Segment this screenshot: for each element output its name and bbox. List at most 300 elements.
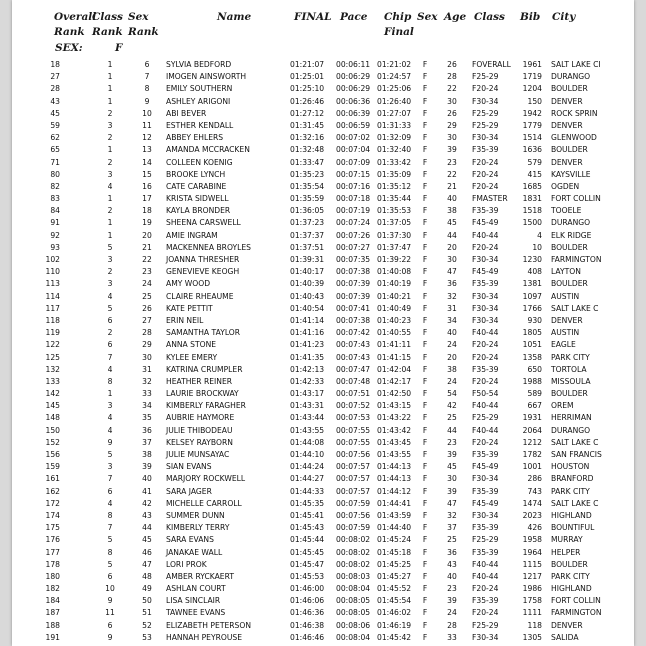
cell-sex: F — [422, 255, 428, 264]
cell-final-time: 01:26:46 — [290, 96, 325, 106]
cell-overall-rank: 118 — [45, 315, 60, 325]
cell-age: 39 — [447, 486, 457, 496]
cell-age: 28 — [447, 620, 457, 630]
cell-city: AUSTIN — [551, 328, 580, 338]
cell-sex: F — [422, 133, 428, 143]
cell-class-rank: 1 — [107, 84, 113, 94]
cell-chip-final-time: 01:24:57 — [377, 72, 412, 82]
cell-runner-name: IMOGEN AINSWORTH — [166, 72, 247, 82]
cell-class-rank: 3 — [107, 120, 113, 130]
cell-sex: F — [422, 523, 428, 533]
cell-chip-final-time: 01:45:42 — [377, 632, 412, 642]
cell-sex: F — [422, 437, 428, 447]
cell-sex-rank: 33 — [142, 389, 152, 399]
cell-sex-rank: 18 — [142, 206, 152, 216]
cell-runner-name: AUBRIE HAYMORE — [166, 413, 235, 423]
cell-final-time: 01:40:43 — [290, 291, 325, 301]
cell-city: ELK RIDGE — [551, 230, 592, 240]
cell-runner-name: SHEENA CARSWELL — [166, 218, 241, 228]
cell-final-time: 01:44:33 — [290, 486, 325, 496]
cell-chip-final-time: 01:40:55 — [377, 328, 412, 338]
cell-age: 28 — [447, 72, 457, 82]
cell-age: 31 — [447, 303, 457, 313]
cell-final-time: 01:31:45 — [290, 120, 325, 130]
cell-overall-rank: 83 — [50, 194, 60, 204]
cell-final-time: 01:46:46 — [290, 632, 325, 642]
cell-class: F20-24 — [472, 84, 499, 94]
cell-bib: 2023 — [522, 510, 542, 520]
cell-chip-final-time: 01:45:24 — [377, 535, 412, 545]
cell-sex-rank: 20 — [142, 230, 152, 240]
cell-overall-rank: 188 — [45, 620, 60, 630]
cell-city: PARK CITY — [551, 352, 590, 362]
cell-city: MISSOULA — [551, 376, 591, 386]
cell-class: F30-34 — [472, 291, 499, 301]
cell-class: F40-44 — [472, 571, 499, 581]
table-row — [12, 498, 634, 510]
cell-runner-name: MACKENNEA BROYLES — [166, 242, 251, 252]
cell-bib: 1758 — [522, 596, 542, 606]
cell-class-rank: 6 — [107, 620, 113, 630]
cell-class: F25-29 — [472, 413, 499, 423]
cell-class: F35-39 — [472, 206, 499, 216]
cell-overall-rank: 114 — [45, 291, 60, 301]
cell-overall-rank: 162 — [45, 486, 60, 496]
cell-pace: 00:08:04 — [336, 584, 371, 594]
cell-pace: 00:07:04 — [336, 145, 371, 155]
table-row — [12, 242, 634, 254]
cell-chip-final-time: 01:35:44 — [377, 194, 412, 204]
cell-final-time: 01:45:53 — [290, 571, 325, 581]
cell-sex: F — [422, 474, 428, 484]
cell-class: F25-29 — [472, 620, 499, 630]
cell-runner-name: AMIE INGRAM — [166, 230, 218, 240]
cell-overall-rank: 59 — [50, 120, 60, 130]
cell-class: F40-44 — [472, 559, 499, 569]
cell-pace: 00:06:29 — [336, 72, 371, 82]
cell-bib: 1958 — [522, 535, 542, 545]
cell-city: AUSTIN — [551, 291, 580, 301]
cell-runner-name: KIMBERLY TERRY — [166, 523, 230, 533]
cell-chip-final-time: 01:43:42 — [377, 425, 412, 435]
cell-pace: 00:07:15 — [336, 169, 371, 179]
header-final: FINAL — [294, 11, 332, 23]
cell-age: 24 — [447, 340, 457, 350]
cell-class: F35-39 — [472, 596, 499, 606]
cell-class-rank: 6 — [107, 571, 113, 581]
cell-class-rank: 7 — [107, 474, 113, 484]
cell-chip-final-time: 01:27:07 — [377, 108, 412, 118]
cell-final-time: 01:32:16 — [290, 133, 325, 143]
cell-city: TORTOLA — [551, 364, 587, 374]
cell-class: F25-29 — [472, 535, 499, 545]
cell-class: F35-39 — [472, 145, 499, 155]
cell-final-time: 01:35:23 — [290, 169, 325, 179]
cell-runner-name: SIAN EVANS — [166, 462, 212, 472]
cell-chip-final-time: 01:32:09 — [377, 133, 412, 143]
cell-chip-final-time: 01:45:54 — [377, 596, 412, 606]
cell-overall-rank: 71 — [50, 157, 60, 167]
header-overall-rank — [54, 10, 96, 40]
cell-class: F40-44 — [472, 401, 499, 411]
cell-sex-rank: 49 — [142, 584, 152, 594]
cell-class-rank: 5 — [107, 450, 113, 459]
cell-runner-name: EMILY SOUTHERN — [166, 84, 233, 94]
cell-class-rank: 6 — [107, 340, 113, 350]
cell-age: 23 — [447, 437, 457, 447]
cell-age: 22 — [447, 84, 457, 94]
header-city: City — [552, 11, 576, 23]
cell-sex: F — [422, 425, 428, 435]
cell-runner-name: KATE PETTIT — [166, 303, 213, 313]
cell-sex-rank: 42 — [142, 498, 152, 508]
table-row — [12, 607, 634, 619]
cell-city: PARK CITY — [551, 486, 590, 496]
header-sex-rank — [128, 10, 159, 40]
cell-city: DURANGO — [551, 425, 591, 435]
cell-bib: 426 — [527, 523, 542, 533]
cell-class-rank: 9 — [107, 632, 113, 642]
cell-chip-final-time: 01:43:45 — [377, 437, 412, 447]
cell-bib: 743 — [527, 486, 542, 496]
cell-final-time: 01:37:37 — [290, 230, 325, 240]
cell-sex-rank: 51 — [142, 608, 152, 618]
cell-age: 38 — [447, 364, 457, 374]
cell-chip-final-time: 01:37:30 — [377, 230, 412, 240]
cell-sex-rank: 10 — [142, 108, 152, 118]
cell-pace: 00:07:24 — [336, 218, 371, 228]
cell-age: 26 — [447, 108, 457, 118]
cell-sex-rank: 21 — [142, 242, 152, 252]
cell-city: DURANGO — [551, 72, 591, 82]
cell-age: 44 — [447, 425, 457, 435]
cell-runner-name: HEATHER REINER — [166, 376, 233, 386]
header-class: Class — [474, 11, 505, 23]
cell-runner-name: AMANDA MCCRACKEN — [166, 145, 250, 155]
cell-class-rank: 1 — [107, 194, 113, 204]
cell-pace: 00:08:04 — [336, 632, 371, 642]
table-row — [12, 461, 634, 473]
cell-runner-name: LAURIE BROCKWAY — [166, 389, 239, 399]
cell-bib: 1212 — [522, 437, 542, 447]
cell-bib: 930 — [527, 315, 542, 325]
cell-bib: 1204 — [522, 84, 542, 94]
cell-sex-rank: 32 — [142, 376, 152, 386]
table-row — [12, 278, 634, 290]
cell-runner-name: JANAKAE WALL — [166, 547, 223, 557]
table-row — [12, 632, 634, 644]
table-row — [12, 144, 634, 156]
cell-final-time: 01:44:27 — [290, 474, 325, 484]
cell-class-rank: 1 — [107, 218, 113, 228]
header-chip-final — [384, 10, 414, 40]
cell-age: 39 — [447, 450, 457, 459]
cell-pace: 00:06:59 — [336, 120, 371, 130]
table-row — [12, 595, 634, 607]
cell-bib: 1111 — [522, 608, 542, 618]
cell-sex-rank: 52 — [142, 620, 152, 630]
cell-sex: F — [422, 352, 428, 362]
cell-class-rank: 3 — [107, 255, 113, 264]
cell-runner-name: KYLEE EMERY — [166, 352, 218, 362]
cell-sex-rank: 19 — [142, 218, 152, 228]
cell-sex-rank: 34 — [142, 401, 152, 411]
cell-runner-name: AMBER RYCKAERT — [166, 571, 234, 581]
table-row — [12, 473, 634, 485]
table-row — [12, 254, 634, 266]
table-row — [12, 96, 634, 108]
cell-age: 37 — [447, 523, 457, 533]
cell-bib: 1942 — [522, 108, 542, 118]
cell-class-rank: 8 — [107, 376, 113, 386]
header-pace: Pace — [340, 11, 368, 23]
cell-sex: F — [422, 291, 428, 301]
cell-class: F40-44 — [472, 230, 499, 240]
cell-bib: 1636 — [522, 145, 542, 155]
cell-sex: F — [422, 510, 428, 520]
cell-city: KAYSVILLE — [551, 169, 591, 179]
cell-city: HIGHLAND — [551, 584, 592, 594]
cell-final-time: 01:43:31 — [290, 401, 325, 411]
cell-overall-rank: 113 — [45, 279, 60, 289]
cell-sex: F — [422, 389, 428, 399]
cell-class-rank: 7 — [107, 523, 113, 533]
cell-age: 20 — [447, 352, 457, 362]
cell-sex-rank: 28 — [142, 328, 152, 338]
cell-age: 30 — [447, 133, 457, 143]
cell-sex-rank: 27 — [142, 315, 152, 325]
cell-class-rank: 2 — [107, 157, 113, 167]
cell-pace: 00:07:02 — [336, 133, 371, 143]
cell-chip-final-time: 01:44:13 — [377, 474, 412, 484]
cell-sex-rank: 6 — [144, 60, 150, 69]
cell-sex: F — [422, 620, 428, 630]
cell-city: DENVER — [551, 120, 583, 130]
cell-sex: F — [422, 571, 428, 581]
cell-overall-rank: 125 — [45, 352, 60, 362]
cell-final-time: 01:45:45 — [290, 547, 325, 557]
cell-final-time: 01:45:44 — [290, 535, 325, 545]
cell-final-time: 01:46:36 — [290, 608, 325, 618]
cell-runner-name: BROOKE LYNCH — [166, 169, 226, 179]
cell-sex: F — [422, 413, 428, 423]
cell-overall-rank: 92 — [50, 230, 60, 240]
cell-final-time: 01:37:51 — [290, 242, 325, 252]
cell-sex-rank: 35 — [142, 413, 152, 423]
cell-age: 39 — [447, 145, 457, 155]
table-row — [12, 83, 634, 95]
cell-chip-final-time: 01:41:15 — [377, 352, 412, 362]
cell-sex-rank: 14 — [142, 157, 152, 167]
cell-class: F40-44 — [472, 328, 499, 338]
cell-city: OGDEN — [551, 181, 580, 191]
cell-overall-rank: 177 — [45, 547, 60, 557]
cell-sex-rank: 17 — [142, 194, 152, 204]
cell-sex: F — [422, 632, 428, 642]
cell-bib: 118 — [527, 620, 542, 630]
cell-sex: F — [422, 486, 428, 496]
cell-class: F35-39 — [472, 364, 499, 374]
cell-sex-rank: 7 — [144, 72, 150, 82]
cell-sex-rank: 22 — [142, 255, 152, 264]
header-sex: Sex — [417, 11, 438, 23]
cell-pace: 00:07:53 — [336, 413, 371, 423]
table-row — [12, 120, 634, 132]
cell-sex-rank: 50 — [142, 596, 152, 606]
cell-sex-rank: 45 — [142, 535, 152, 545]
cell-overall-rank: 45 — [50, 108, 60, 118]
cell-overall-rank: 117 — [45, 303, 60, 313]
cell-sex-rank: 24 — [142, 279, 152, 289]
cell-overall-rank: 175 — [45, 523, 60, 533]
cell-class-rank: 1 — [107, 230, 113, 240]
cell-bib: 1961 — [522, 60, 542, 69]
cell-bib: 1719 — [522, 72, 542, 82]
cell-age: 25 — [447, 413, 457, 423]
cell-overall-rank: 156 — [45, 450, 60, 459]
cell-pace: 00:07:57 — [336, 486, 371, 496]
cell-sex: F — [422, 169, 428, 179]
cell-city: PARK CITY — [551, 571, 590, 581]
cell-sex-rank: 9 — [144, 96, 150, 106]
table-row — [12, 181, 634, 193]
cell-bib: 286 — [527, 474, 542, 484]
table-row — [12, 510, 634, 522]
cell-bib: 650 — [527, 364, 542, 374]
cell-sex-rank: 43 — [142, 510, 152, 520]
cell-class-rank: 2 — [107, 133, 113, 143]
cell-runner-name: COLLEEN KOENIG — [166, 157, 233, 167]
cell-city: ROCK SPRIN — [551, 108, 598, 118]
table-row — [12, 376, 634, 388]
cell-sex: F — [422, 450, 428, 459]
cell-city: BOULDER — [551, 145, 588, 155]
cell-class: F20-24 — [472, 169, 499, 179]
cell-pace: 00:07:56 — [336, 450, 371, 459]
cell-age: 44 — [447, 230, 457, 240]
group-sex-value: F — [115, 42, 123, 54]
cell-class-rank: 5 — [107, 303, 113, 313]
cell-class-rank: 1 — [107, 96, 113, 106]
table-row — [12, 559, 634, 571]
cell-pace: 00:07:27 — [336, 242, 371, 252]
cell-overall-rank: 161 — [45, 474, 60, 484]
cell-chip-final-time: 01:42:50 — [377, 389, 412, 399]
cell-runner-name: ABI BEVER — [166, 108, 207, 118]
cell-age: 34 — [447, 315, 457, 325]
cell-chip-final-time: 01:37:47 — [377, 242, 412, 252]
cell-bib: 1782 — [522, 450, 542, 459]
cell-sex-rank: 41 — [142, 486, 152, 496]
cell-bib: 1518 — [522, 206, 542, 216]
cell-age: 47 — [447, 267, 457, 277]
cell-pace: 00:07:19 — [336, 206, 371, 216]
cell-chip-final-time: 01:35:53 — [377, 206, 412, 216]
table-row — [12, 547, 634, 559]
cell-sex: F — [422, 72, 428, 82]
cell-sex: F — [422, 462, 428, 472]
cell-sex-rank: 37 — [142, 437, 152, 447]
cell-class: F30-34 — [472, 510, 499, 520]
cell-class: F45-49 — [472, 218, 499, 228]
cell-sex-rank: 26 — [142, 303, 152, 313]
cell-bib: 4 — [537, 230, 542, 240]
table-row — [12, 534, 634, 546]
cell-runner-name: AMY WOOD — [166, 279, 211, 289]
cell-pace: 00:07:59 — [336, 498, 371, 508]
cell-class: FMASTER — [472, 194, 508, 204]
cell-sex-rank: 15 — [142, 169, 152, 179]
cell-bib: 1381 — [522, 279, 542, 289]
cell-city: HERRIMAN — [551, 413, 592, 423]
cell-sex-rank: 38 — [142, 450, 152, 459]
cell-age: 36 — [447, 279, 457, 289]
cell-chip-final-time: 01:43:22 — [377, 413, 412, 423]
cell-pace: 00:07:39 — [336, 291, 371, 301]
cell-age: 43 — [447, 559, 457, 569]
results-page — [12, 0, 634, 646]
cell-pace: 00:07:52 — [336, 401, 371, 411]
cell-pace: 00:08:06 — [336, 620, 371, 630]
cell-age: 33 — [447, 632, 457, 642]
cell-class-rank: 11 — [105, 608, 115, 618]
table-row — [12, 108, 634, 120]
header-sex-rank-top: Sex — [128, 11, 149, 23]
cell-bib: 408 — [527, 267, 542, 277]
cell-city: SALT LAKE C — [551, 303, 599, 313]
cell-city: DENVER — [551, 315, 583, 325]
cell-pace: 00:08:05 — [336, 596, 371, 606]
cell-final-time: 01:39:31 — [290, 255, 325, 264]
cell-age: 26 — [447, 60, 457, 69]
cell-bib: 1305 — [522, 632, 542, 642]
cell-bib: 1500 — [522, 218, 542, 228]
cell-class: F35-39 — [472, 486, 499, 496]
cell-chip-final-time: 01:40:19 — [377, 279, 412, 289]
cell-age: 22 — [447, 169, 457, 179]
cell-chip-final-time: 01:45:25 — [377, 559, 412, 569]
cell-runner-name: KRISTA SIDWELL — [166, 194, 229, 204]
cell-city: BOULDER — [551, 242, 588, 252]
cell-bib: 1685 — [522, 181, 542, 191]
cell-final-time: 01:45:47 — [290, 559, 325, 569]
cell-chip-final-time: 01:40:21 — [377, 291, 412, 301]
table-row — [12, 339, 634, 351]
cell-overall-rank: 184 — [45, 596, 60, 606]
cell-final-time: 01:25:10 — [290, 84, 325, 94]
cell-chip-final-time: 01:45:18 — [377, 547, 412, 557]
cell-sex-rank: 29 — [142, 340, 152, 350]
cell-bib: 2064 — [522, 425, 542, 435]
cell-overall-rank: 150 — [45, 425, 60, 435]
header-chip-bottom: Final — [384, 26, 414, 38]
cell-overall-rank: 122 — [45, 340, 60, 350]
cell-pace: 00:07:16 — [336, 181, 371, 191]
cell-pace: 00:07:43 — [336, 340, 371, 350]
cell-bib: 1831 — [522, 194, 542, 204]
cell-class-rank: 4 — [107, 498, 113, 508]
cell-chip-final-time: 01:42:04 — [377, 364, 412, 374]
cell-sex: F — [422, 218, 428, 228]
cell-class: F20-24 — [472, 584, 499, 594]
cell-runner-name: JOANNA THRESHER — [166, 255, 240, 264]
cell-class-rank: 2 — [107, 328, 113, 338]
cell-city: GLENWOOD — [551, 133, 597, 143]
cell-bib: 1051 — [522, 340, 542, 350]
cell-chip-final-time: 01:44:41 — [377, 498, 412, 508]
cell-chip-final-time: 01:21:02 — [377, 60, 412, 69]
cell-age: 42 — [447, 401, 457, 411]
